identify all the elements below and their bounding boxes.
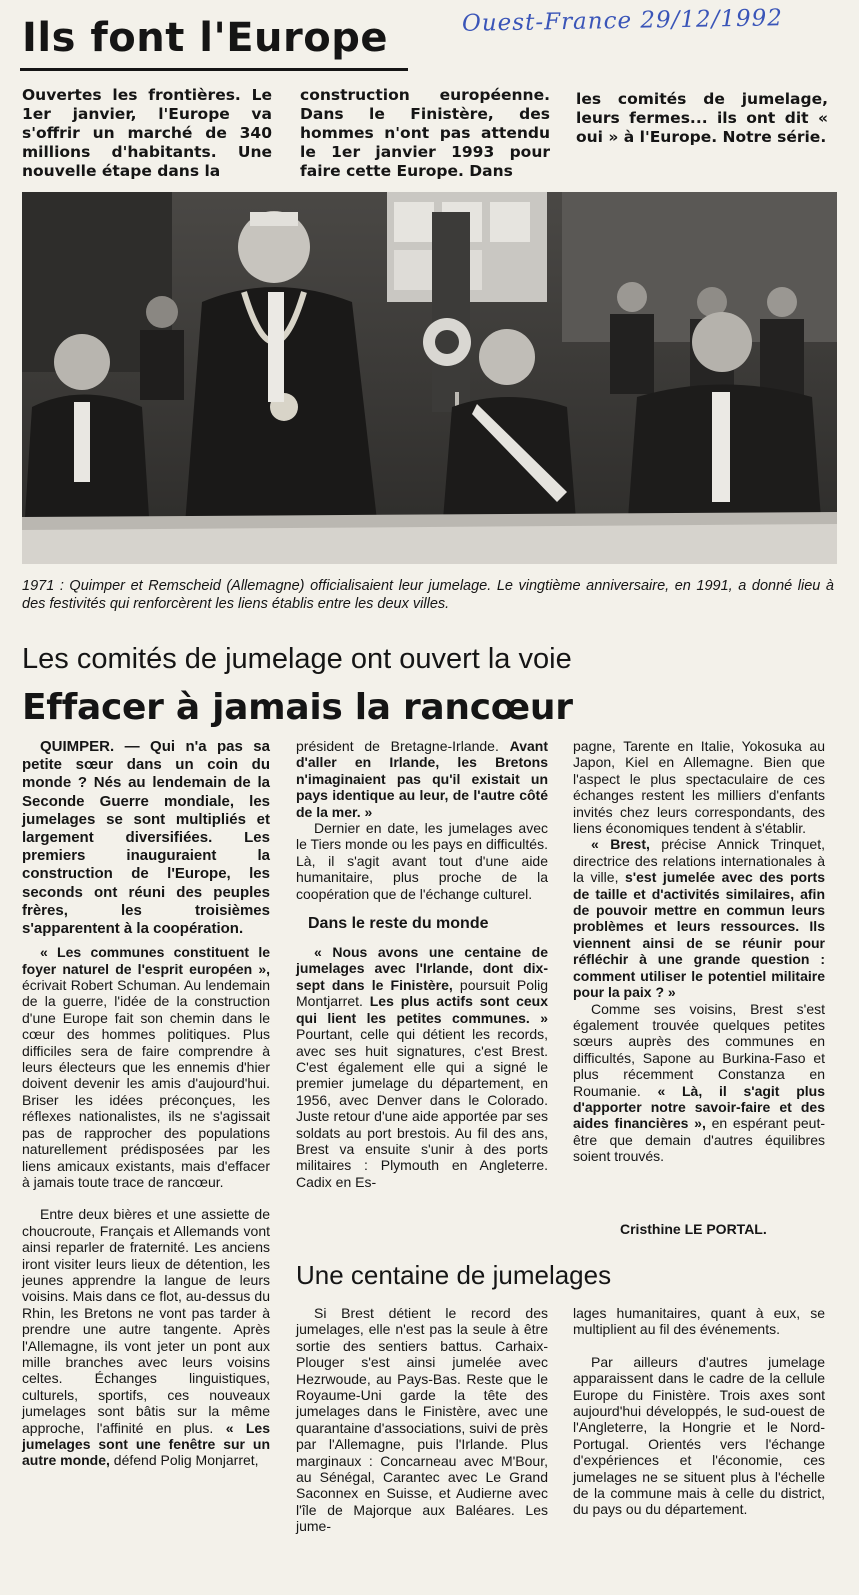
- ceremony-photo: [22, 192, 837, 564]
- intro-col-2: construction européenne. Dans le Finistère, des hommes n'ont pas attendu le 1er janvier 1993 pour faire cette Europe. Dans: [300, 86, 550, 180]
- article-paragraph: « Nous avons une centaine de jumelages avec l'Irlande, dont dix-sept dans le Finistère, poursuit Polig Montjarret. Les plus actifs sont ceux qui lient les petites communes. » Pourtant, celle qui détient les records, avec ses huit signatures, c'est Brest. C'est également elle qui a signé le premier jumelage du département, en 1956, avec Denver dans le Colorado. Juste retour d'une aide apportée par ses soldats au port brestois. Au fil des ans, Brest va ensuite s'unir à des ports militaires : Plymouth en Angleterre. Cadix en Es-: [296, 944, 548, 1190]
- intro-col-1: Ouvertes les frontières. Le 1er janvier, l'Europe va s'offrir un marché de 340 millions d'habitants. Une nouvelle étape dans la: [22, 86, 272, 180]
- side-article-title: Une centaine de jumelages: [296, 1260, 612, 1290]
- article-kicker: Les comités de jumelage ont ouvert la voie: [22, 643, 572, 675]
- handwritten-source-note: Ouest-France 29/12/1992: [461, 5, 784, 37]
- headline-rule: [20, 68, 408, 71]
- article-column-2: [296, 738, 548, 1190]
- photo-caption: 1971 : Quimper et Remscheid (Allemagne) officialisaient leur jumelage. Le vingtième anniversaire, en 1991, a donné lieu à des festivités qui renforcèrent les liens établis entre les deux villes.: [22, 578, 834, 612]
- side-article-paragraph: lages humanitaires, quant à eux, se multiplient au fil des événements.: [573, 1305, 825, 1338]
- article-column-3: [573, 738, 825, 1165]
- side-article-column-1: [296, 1305, 548, 1535]
- article-column-1: [22, 738, 270, 1469]
- article-paragraph: Entre deux bières et une assiette de choucroute, Français et Allemands vont ainsi reparler de fraternité. Les anciens iront visiter leurs lieux de détention, les jeunes apprendre la langue de leurs voisins. Mais dans ce flot, au-dessus du Rhin, les Bretons ne vont pas tarder à prendre une autre tangente. Après l'Allemagne, ils vont jeter un pont aux mille branches avec leurs voisins celtes. Échanges linguistiques, culturels, sportifs, ces nouveaux jumelages sont bâtis sur la même approche, l'affinité en plus. « Les jumelages sont une fenêtre sur un autre monde, défend Polig Monjarret,: [22, 1206, 270, 1469]
- side-article-paragraph: Si Brest détient le record des jumelages, elle n'est pas la seule à être sortie des sentiers battus. Carhaix-Plouger s'est ainsi jumelée avec Hezrwoude, au Pays-Bas. Reste que le Royaume-Uni garde la tête des jumelages dans le Finistère, avec une quarantaine d'associations, suivi de près par l'Allemagne, puis l'Irlande. Plus marginaux : Concarneau avec M'Bour, au Sénégal, Carantec avec Le Grand Saconnex en Suisse, et Audierne avec l'île de Majorque aux Baléares. Les jume-: [296, 1305, 548, 1535]
- article-lead: QUIMPER. — Qui n'a pas sa petite sœur dans un coin du monde ? Nés au lendemain de la Seconde Guerre mondiale, les jumelages se sont multipliés et largement diversifiées. Les premiers inauguraient la construction de l'Europe, les seconds ont réuni des peuples frères, les troisièmes s'apparentent à la coopération.: [22, 738, 270, 938]
- article-paragraph: « Les communes constituent le foyer naturel de l'esprit européen », écrivait Robert Schuman. Au lendemain de la guerre, l'idée de la construction d'une Europe fait son chemin dans le cœur des hommes politiques. Plus difficiles sera de faire comprendre à leurs électeurs que les ennemis d'hier doivent devenir les amis d'aujourd'hui. Briser les idées préconçues, les réflexes nationalistes, ils ne s'agissait pas de rapprocher des populations naturellement prédisposées par les liens amicaux existants, mais d'effacer à jamais toute trace de rancœur.: [22, 944, 270, 1190]
- article-paragraph: pagne, Tarente en Italie, Yokosuka au Japon, Kiel en Allemagne. Bien que l'aspect le plus spectaculaire de ces échanges restent les milliers d'enfants invités chez leurs correspondants, des liens économiques tendent à s'établir.: [573, 738, 825, 837]
- side-article-paragraph: Par ailleurs d'autres jumelage apparaissent dans le cadre de la cellule Europe du Finistère. Trois axes sont aujourd'hui développés, le sud-ouest de l'Angleterre, la Hongrie et le Nord-Portugal. Orientés vers l'échange d'expériences et l'économie, ces jumelages ne se situent plus à l'échelle de la commune mais à celle du district, du pays ou du département.: [573, 1353, 825, 1518]
- author-signature: Cristhine LE PORTAL.: [620, 1221, 767, 1237]
- side-article-column-2: [573, 1305, 825, 1518]
- article-title: Effacer à jamais la rancœur: [22, 687, 573, 728]
- ceremony-photo-illustration: [22, 192, 837, 564]
- intro-col-3: les comités de jumelage, leurs fermes... ils ont dit « oui » à l'Europe. Notre série.: [576, 90, 828, 146]
- article-paragraph: président de Bretagne-Irlande. Avant d'aller en Irlande, les Bretons n'imaginaient pas qu'il existait un pays identique au leur, de l'autre côté de la mer. »: [296, 738, 548, 820]
- article-paragraph: Dernier en date, les jumelages avec le Tiers monde ou les pays en difficultés. Là, il s'agit avant tout d'une aide humanitaire, plus proche de la coopération que de l'échange culturel.: [296, 820, 548, 902]
- article-paragraph: Comme ses voisins, Brest s'est également trouvée quelques petites sœurs auprès des communes en difficultés, Sapone au Burkina-Faso et plus récemment Constanza en Roumanie. « Là, il s'agit plus d'apporter notre savoir-faire et des aides financières », en espérant peut-être que demain d'autres équilibres soient trouvés.: [573, 1000, 825, 1165]
- headline: Ils font l'Europe: [22, 15, 388, 61]
- article-paragraph: « Brest, précise Annick Trinquet, directrice des relations internationales à la ville, s'est jumelée avec des ports de taille et d'activités similaires, afin de pouvoir mettre en commun leurs problèmes et leurs ressources. Ils viennent ainsi de se réunir pour réfléchir à une grande question : comment utiliser le potentiel militaire pour la paix ? »: [573, 836, 825, 1001]
- article-subhead: Dans le reste du monde: [308, 915, 489, 933]
